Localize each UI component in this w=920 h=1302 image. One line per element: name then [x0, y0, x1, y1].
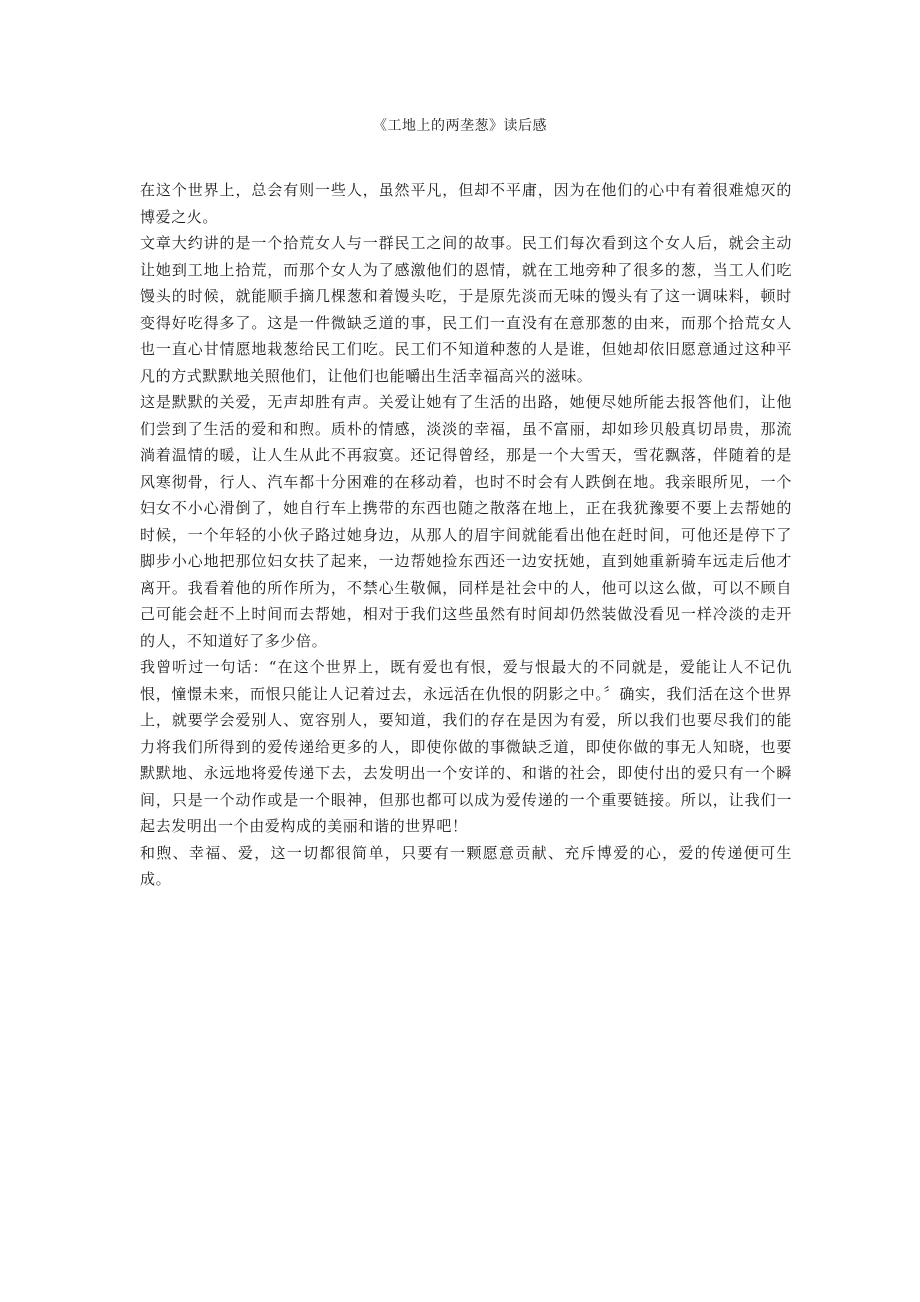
paragraph: 我曾听过一句话：“在这个世界上，既有爱也有恨，爱与恨最大的不同就是，爱能让人不记仇恨，憧憬未来，而恨只能让人记着过去，永远活在仇恨的阴影之中。〞确实，我们活在这个世界上，就要学会爱别人、宽容别人，要知道，我们的存在是因为有爱，所以我们也要尽我们的能力将我们所得到的爱传递给更多的人，即使你做的事微缺乏道，即使你做的事无人知晓，也要默默地、永远地将爱传递下去，去发明出一个安详的、和谐的社会，即使付出的爱只有一个瞬间，只是一个动作或是一个眼神，但那也都可以成为爱传递的一个重要链接。所以，让我们一起去发明出一个由爱构成的美丽和谐的世界吧！ [140, 658, 792, 835]
document-title: 《工地上的两垄葱》读后感 [373, 118, 547, 134]
paragraph: 这是默默的关爱，无声却胜有声。关爱让她有了生活的出路，她便尽她所能去报答他们，让他们尝到了生活的爱和和煦。质朴的情感，淡淡的幸福，虽不富丽，却如珍贝般真切昂贵，那流淌着温情的暖，让人生从此不再寂寞。还记得曾经，那是一个大雪天，雪花飘落，伴随着的是风寒彻骨，行人、汽车都十分困难的在移动着，也时不时会有人跌倒在地。我亲眼所见，一个妇女不小心滑倒了，她自行车上携带的东西也随之散落在地上，正在我犹豫要不要上去帮她的时候，一个年轻的小伙子路过她身边，从那人的眉宇间就能看出他在赶时间，可他还是停下了脚步小心地把那位妇女扶了起来，一边帮她捡东西还一边安抚她，直到她重新骑车远走后他才离开。我看着他的所作所为，不禁心生敬佩，同样是社会中的人，他可以这么做，可以不顾自己可能会赶不上时间而去帮她，相对于我们这些虽然有时间却仍然装做没看见一样冷淡的走开的人，不知道好了多少倍。 [140, 393, 792, 650]
paragraph: 在这个世界上，总会有则一些人，虽然平凡，但却不平庸，因为在他们的心中有着很难熄灭的博爱之火。 [140, 181, 792, 226]
document-body [140, 177, 792, 893]
paragraph: 和煦、幸福、爱，这一切都很简单，只要有一颗愿意贡献、充斥博爱的心，爱的传递便可生成。 [140, 843, 792, 888]
paragraph: 文章大约讲的是一个拾荒女人与一群民工之间的故事。民工们每次看到这个女人后，就会主动让她到工地上拾荒，而那个女人为了感激他们的恩情，就在工地旁种了很多的葱，当工人们吃馒头的时候，就能顺手摘几棵葱和着馒头吃，于是原先淡而无味的馒头有了这一调味料，顿时变得好吃得多了。这是一件微缺乏道的事，民工们一直没有在意那葱的由来，而那个拾荒女人也一直心甘情愿地栽葱给民工们吃。民工们不知道种葱的人是谁，但她却依旧愿意通过这种平凡的方式默默地关照他们，让他们也能嚼出生活幸福高兴的滋味。 [140, 234, 792, 385]
